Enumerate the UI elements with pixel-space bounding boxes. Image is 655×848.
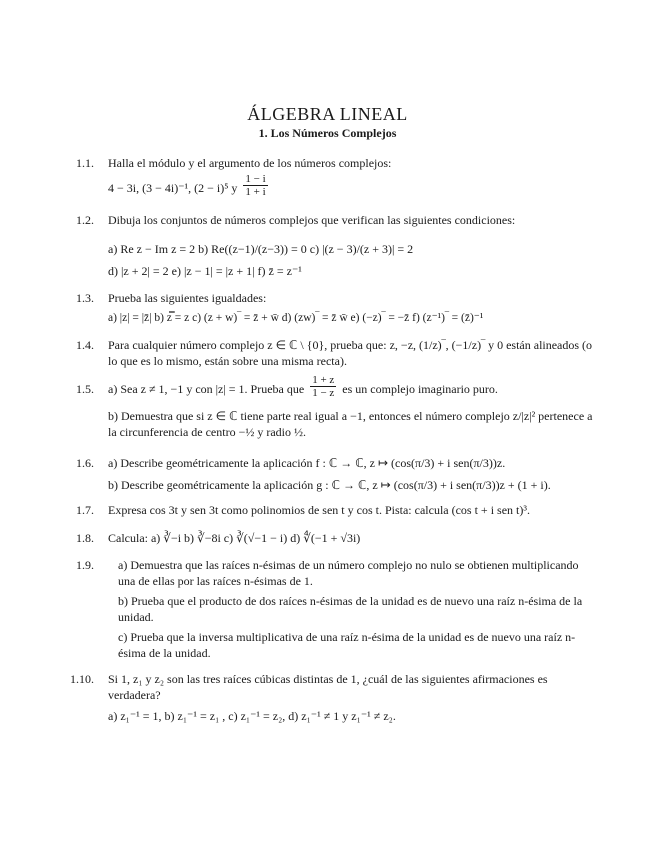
fraction-numerator: 1 − i [245,172,266,185]
problem-statement: Si 1, z₁ y z₂ son las tres raíces cúbicas distintas de 1, ¿cuál de las siguientes afirmaciones es verdadera? [108,672,548,702]
problem-statement: Calcula: a) ∛−i b) ∛−8i c) ∛(√−1 − i) d) ∜(−1 + √3i) [108,531,361,545]
problem-parts-row-2: d) |z + 2| = 2 e) |z − 1| = |z + 1| f) z̄ = z⁻¹ [108,264,302,278]
problem-statement: Para cualquier número complejo z ∈ ℂ \ {0}, prueba que: z, −z, (1/z)‾, (−1/z)‾ y 0 están alineados (o lo que es lo mismo, están sobre una misma recta). [108,338,593,368]
page-title: ÁLGEBRA LINEAL [247,104,408,124]
page-subtitle: 1. Los Números Complejos [258,126,397,140]
problem-number: 1.7. [76,503,94,517]
problem-parts-row-1: a) Re z − Im z = 2 b) Re((z−1)/(z−3)) = 0 c) |(z − 3)/(z + 3)| = 2 [108,242,414,256]
problem-options: a) z₁⁻¹ = 1, b) z₁⁻¹ = z₁ , c) z₁⁻¹ = z₂, d) z₁⁻¹ ≠ 1 y z₁⁻¹ ≠ z₂. [108,709,396,723]
problem-number: 1.5. [76,382,94,396]
part-a-text: a) Sea z ≠ 1, −1 y con |z| = 1. Prueba que [108,382,305,396]
problem-part-a: a) Demuestra que las raíces n-ésimas de un número complejo no nulo se obtienen multiplicando una de ellas por las raíces n-ésimas de 1. [118,558,579,588]
problem-number: 1.2. [76,213,94,227]
fraction-numerator: 1 + z [312,373,335,386]
fraction-denominator: 1 + i [245,185,266,198]
problem-statement: Dibuja los conjuntos de números complejos que verifican las siguientes condiciones: [108,213,516,227]
problem-part-b: b) Describe geométricamente la aplicación g : ℂ → ℂ, z ↦ (cos(π/3) + i sen(π/3))z + (1 + i). [108,478,551,492]
problem-part-c: c) Prueba que la inversa multiplicativa de una raíz n-ésima de la unidad es de nuevo una raíz n-ésima de la unidad. [118,630,576,660]
fraction [310,374,336,399]
problem-number: 1.6. [76,456,94,470]
expression-text: 4 − 3i, (3 − 4i)⁻¹, (2 − i)⁵ y [108,181,238,195]
part-a-text-end: es un complejo imaginario puro. [342,382,498,396]
problem-number: 1.3. [76,291,94,305]
problem-statement: Prueba las siguientes igualdades: [108,291,267,305]
problem-number: 1.4. [76,338,94,352]
problem-number: 1.1. [76,156,94,170]
problem-expression [108,172,268,198]
problem-number: 1.8. [76,531,94,545]
problem-statement: Expresa cos 3t y sen 3t como polinomios de sen t y cos t. Pista: calcula (cos t + i sen t)³. [108,503,530,517]
problem-part-a [108,373,498,399]
problem-parts-row-1: a) |z| = |z̄| b) z̿ = z c) (z + w)‾ = z̄ + w̄ d) (zw)‾ = z̄ w̄ e) (−z)‾ = −z̄ f) (z⁻¹)‾ = (z̄)⁻¹ [108,312,484,324]
problem-part-b: b) Prueba que el producto de dos raíces n-ésimas de la unidad es de nuevo una raíz n-ésima de la unidad. [118,594,583,624]
problem-number: 1.10. [70,672,94,686]
fraction [243,173,267,198]
problem-number: 1.9. [76,558,94,572]
fraction-denominator: 1 − z [312,386,335,399]
problem-part-a: a) Describe geométricamente la aplicación f : ℂ → ℂ, z ↦ (cos(π/3) + i sen(π/3))z. [108,456,506,470]
problem-part-b: b) Demuestra que si z ∈ ℂ tiene parte real igual a −1, entonces el número complejo z/|z|² pertenece a la circunferencia de centro −½ y radio ½. [108,409,593,439]
problem-statement: Halla el módulo y el argumento de los números complejos: [108,156,392,170]
